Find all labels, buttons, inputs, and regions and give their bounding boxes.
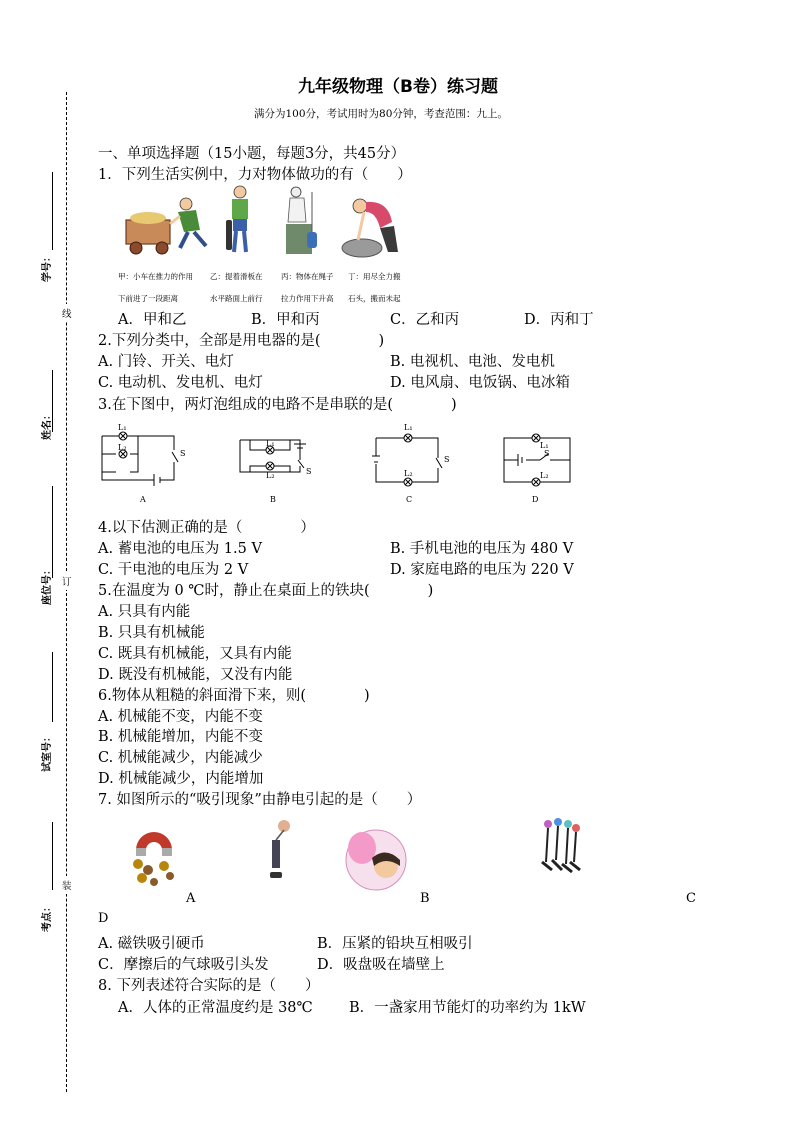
q1-caption-ding-1: 丁：用尽全力搬: [348, 272, 401, 281]
exam-site-label: 考点：: [42, 902, 53, 932]
binding-mark-line: 线: [62, 304, 72, 322]
q1-caption-yi-2: 水平路面上前行: [210, 294, 263, 303]
q6-option-c: C. 机械能减少，内能减少: [98, 750, 263, 766]
exam-room-underline: [52, 652, 53, 722]
binding-mark-staple: 订: [62, 572, 72, 590]
q5-option-b: B. 只具有机械能: [98, 625, 205, 641]
section-heading: 一、单项选择题（15小题，每题3分，共45分）: [98, 146, 406, 162]
q1-option-a: A．甲和乙: [118, 312, 187, 328]
q2-option-a: A. 门铃、开关、电灯: [98, 354, 234, 370]
q1-caption-jia-1: 甲：小车在推力的作用: [118, 272, 193, 281]
q4-option-b: B. 手机电池的电压为 480 V: [390, 541, 574, 557]
q5-option-d: D. 既没有机械能，又没有内能: [98, 667, 293, 683]
binding-mark-bind: 装: [62, 876, 72, 894]
q7-image-suction-hooks: [542, 818, 580, 872]
circuit-label-c: C: [406, 495, 413, 504]
q1-option-b: B．甲和丙: [251, 312, 320, 328]
q5-option-c: C. 既具有机械能，又具有内能: [98, 646, 292, 662]
q6-option-a: A. 机械能不变，内能不变: [98, 709, 263, 725]
circuit-c: [372, 434, 442, 486]
q7-option-c: C．摩擦后的气球吸引头发: [98, 957, 269, 973]
q7-label-d: D: [98, 911, 109, 926]
q8-option-b: B．一盏家用节能灯的功率约为 1kW: [349, 1000, 586, 1016]
q7-label-a: A: [186, 891, 196, 906]
exam-site-underline: [52, 822, 53, 890]
q1-caption-ding-2: 石头，搬而未起: [348, 294, 401, 303]
q7-stem: 7. 如图所示的“吸引现象”由静电引起的是（ ）: [98, 792, 422, 808]
circuit-b-switch: S: [306, 467, 312, 476]
circuit-c-l2: L₂: [404, 469, 413, 478]
q6-option-b: B. 机械能增加，内能不变: [98, 729, 263, 745]
q1-figure-lift-stone: [342, 199, 398, 257]
q7-option-d: D．吸盘吸在墙壁上: [317, 957, 445, 973]
seat-number-label: 座位号：: [42, 565, 53, 605]
circuit-d-switch: S: [544, 449, 550, 458]
q7-image-balloon-hair: [346, 830, 406, 890]
q7-option-a: A. 磁铁吸引硬币: [98, 936, 205, 952]
q1-figure-push-cart: [126, 198, 206, 254]
circuit-label-a: A: [140, 495, 146, 504]
q4-option-a: A. 蓄电池的电压为 1.5 V: [98, 541, 262, 557]
q1-figure-carry-board: [226, 186, 248, 252]
q6-stem: 6.物体从粗糙的斜面滑下来，则( ): [98, 688, 370, 704]
q1-caption-bing-1: 丙：物体在绳子: [281, 272, 334, 281]
q2-option-d: D. 电风扇、电饭锅、电冰箱: [390, 375, 570, 391]
q3-stem: 3.在下图中，两灯泡组成的电路不是串联的是( ): [98, 397, 457, 413]
circuit-a: [102, 432, 178, 486]
exam-room-label: 试室号：: [42, 732, 53, 772]
name-label: 姓名：: [42, 410, 53, 440]
q2-stem: 2.下列分类中，全部是用电器的是( ): [98, 333, 385, 349]
student-id-underline: [52, 172, 53, 250]
circuit-c-switch: S: [444, 455, 450, 464]
q1-caption-bing-2: 拉力作用下升高: [281, 294, 334, 303]
q2-option-c: C. 电动机、发电机、电灯: [98, 375, 263, 391]
q4-stem: 4.以下估测正确的是（ ）: [98, 520, 315, 536]
q2-option-b: B. 电视机、电池、发电机: [390, 354, 555, 370]
circuit-a-switch: S: [180, 449, 186, 458]
q4-option-d: D. 家庭电路的电压为 220 V: [390, 562, 574, 578]
q5-stem: 5.在温度为 0 ℃时，静止在桌面上的铁块( ): [98, 583, 434, 599]
q7-image-magnet: [133, 832, 174, 886]
q1-figure-rope-lift: [286, 187, 317, 254]
circuit-a-l1: L₁: [118, 423, 127, 432]
circuit-d: [504, 434, 570, 486]
q1-option-d: D．丙和丁: [524, 312, 594, 328]
q7-option-b: B．压紧的铅块互相吸引: [317, 936, 473, 952]
q1-caption-jia-2: 下前进了一段距离: [118, 294, 178, 303]
circuit-a-l2: L₂: [118, 443, 127, 452]
circuit-b-l1: L₁: [266, 439, 275, 448]
q7-label-b: B: [420, 891, 430, 906]
q8-stem: 8. 下列表述符合实际的是（ ）: [98, 978, 320, 994]
q1-illustrations: [118, 182, 418, 262]
q1-option-c: C．乙和丙: [390, 312, 460, 328]
q1-caption-yi-1: 乙：提着滑板在: [210, 272, 263, 281]
circuit-label-b: B: [270, 495, 276, 504]
circuit-d-l2: L₂: [540, 471, 549, 480]
circuit-c-l1: L₁: [404, 423, 413, 432]
q7-label-c: C: [686, 891, 696, 906]
page-title: 九年级物理（B卷）练习题: [298, 77, 498, 97]
q3-circuits: [94, 416, 584, 512]
q1-stem: 1．下列生活实例中，力对物体做功的有（ ）: [98, 167, 412, 183]
exam-subtitle: 满分为100分，考试用时为80分钟，考查范围：九上。: [254, 108, 508, 120]
circuit-d-l1: L₁: [540, 441, 549, 450]
student-id-label: 学号：: [42, 252, 53, 282]
binding-dashed-line: [66, 92, 67, 1092]
q7-images: [124, 810, 594, 892]
q6-option-d: D. 机械能减少，内能增加: [98, 771, 264, 787]
q5-option-a: A. 只具有内能: [98, 604, 191, 620]
circuit-b-l2: L₂: [266, 471, 275, 480]
q8-option-a: A．人体的正常温度约是 38℃: [118, 1000, 313, 1016]
q7-image-lead-blocks: [270, 820, 290, 878]
circuit-label-d: D: [532, 495, 539, 504]
q4-option-c: C. 干电池的电压为 2 V: [98, 562, 249, 578]
